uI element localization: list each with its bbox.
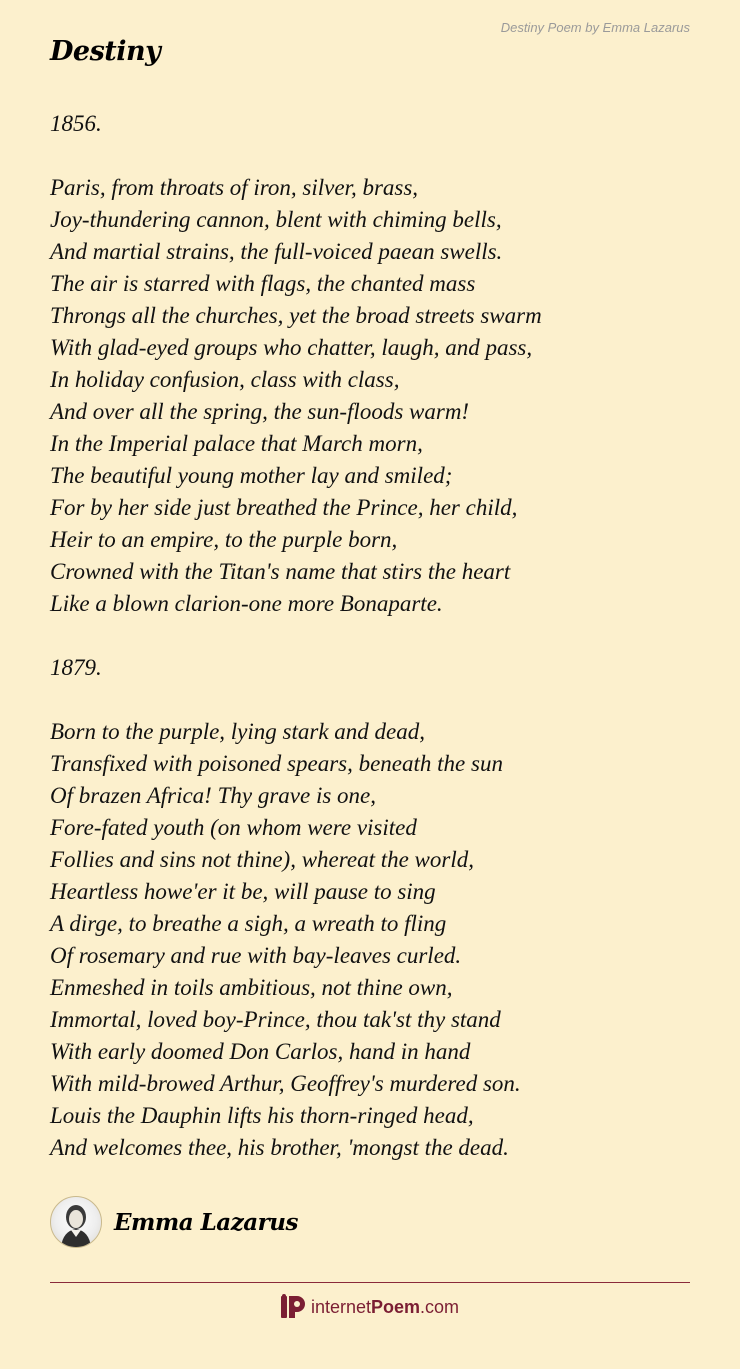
poem-line: And welcomes thee, his brother, 'mongst the dead.: [50, 1135, 509, 1160]
internetpoem-logo-icon: [281, 1294, 307, 1320]
poem-line: Of rosemary and rue with bay-leaves curled.: [50, 943, 462, 968]
author-name[interactable]: Emma Lazarus: [114, 1208, 298, 1236]
poem-line: Enmeshed in toils ambitious, not thine own,: [50, 975, 453, 1000]
author-avatar[interactable]: [50, 1196, 102, 1248]
stanza-gap: [50, 620, 710, 652]
poem-line: Heartless howe'er it be, will pause to sing: [50, 879, 436, 904]
poem-line: And over all the spring, the sun-floods warm!: [50, 399, 470, 424]
footer-brand[interactable]: [0, 1294, 740, 1320]
poem-line: In holiday confusion, class with class,: [50, 367, 400, 392]
poem-line: A dirge, to breathe a sigh, a wreath to fling: [50, 911, 447, 936]
brand-suffix: .com: [420, 1296, 460, 1317]
poem-line: Joy-thundering cannon, blent with chiming bells,: [50, 207, 502, 232]
poem-line: In the Imperial palace that March morn,: [50, 431, 423, 456]
author-block[interactable]: [50, 1196, 298, 1248]
poem-line: Throngs all the churches, yet the broad streets swarm: [50, 303, 542, 328]
poem-line: With mild-browed Arthur, Geoffrey's murdered son.: [50, 1071, 521, 1096]
page-caption: Destiny Poem by Emma Lazarus: [500, 20, 690, 35]
poem-body: [50, 108, 710, 1164]
poem-line: Paris, from throats of iron, silver, brass,: [50, 175, 419, 200]
brand-prefix: internet: [310, 1296, 371, 1317]
poem-line: With glad-eyed groups who chatter, laugh, and pass,: [50, 335, 533, 360]
brand-bold: Poem: [371, 1296, 421, 1317]
poem-line: 1879.: [50, 655, 102, 680]
poem-line: Heir to an empire, to the purple born,: [50, 527, 398, 552]
author-portrait-icon: [51, 1197, 101, 1247]
poem-line: And martial strains, the full-voiced paean swells.: [50, 239, 503, 264]
poem-line: For by her side just breathed the Prince, her child,: [50, 495, 518, 520]
poem-line: Fore-fated youth (on whom were visited: [50, 815, 417, 840]
poem-line: With early doomed Don Carlos, hand in hand: [50, 1039, 471, 1064]
poem-line: Louis the Dauphin lifts his thorn-ringed head,: [50, 1103, 474, 1128]
poem-line: Born to the purple, lying stark and dead,: [50, 719, 425, 744]
poem-line: 1856.: [50, 111, 102, 136]
poem-line: The beautiful young mother lay and smiled;: [50, 463, 453, 488]
poem-line: Follies and sins not thine), whereat the world,: [50, 847, 474, 872]
poem-line: Crowned with the Titan's name that stirs the heart: [50, 559, 511, 584]
poem-line: Immortal, loved boy-Prince, thou tak'st thy stand: [50, 1007, 501, 1032]
footer-divider: [50, 1282, 690, 1283]
poem-line: Like a blown clarion-one more Bonaparte.: [50, 591, 443, 616]
poem-line: Of brazen Africa! Thy grave is one,: [50, 783, 377, 808]
stanza-gap: [50, 140, 710, 172]
poem-line: Transfixed with poisoned spears, beneath the sun: [50, 751, 503, 776]
stanza-gap: [50, 684, 710, 716]
poem-title: Destiny: [50, 36, 161, 67]
poem-line: The air is starred with flags, the chanted mass: [50, 271, 476, 296]
